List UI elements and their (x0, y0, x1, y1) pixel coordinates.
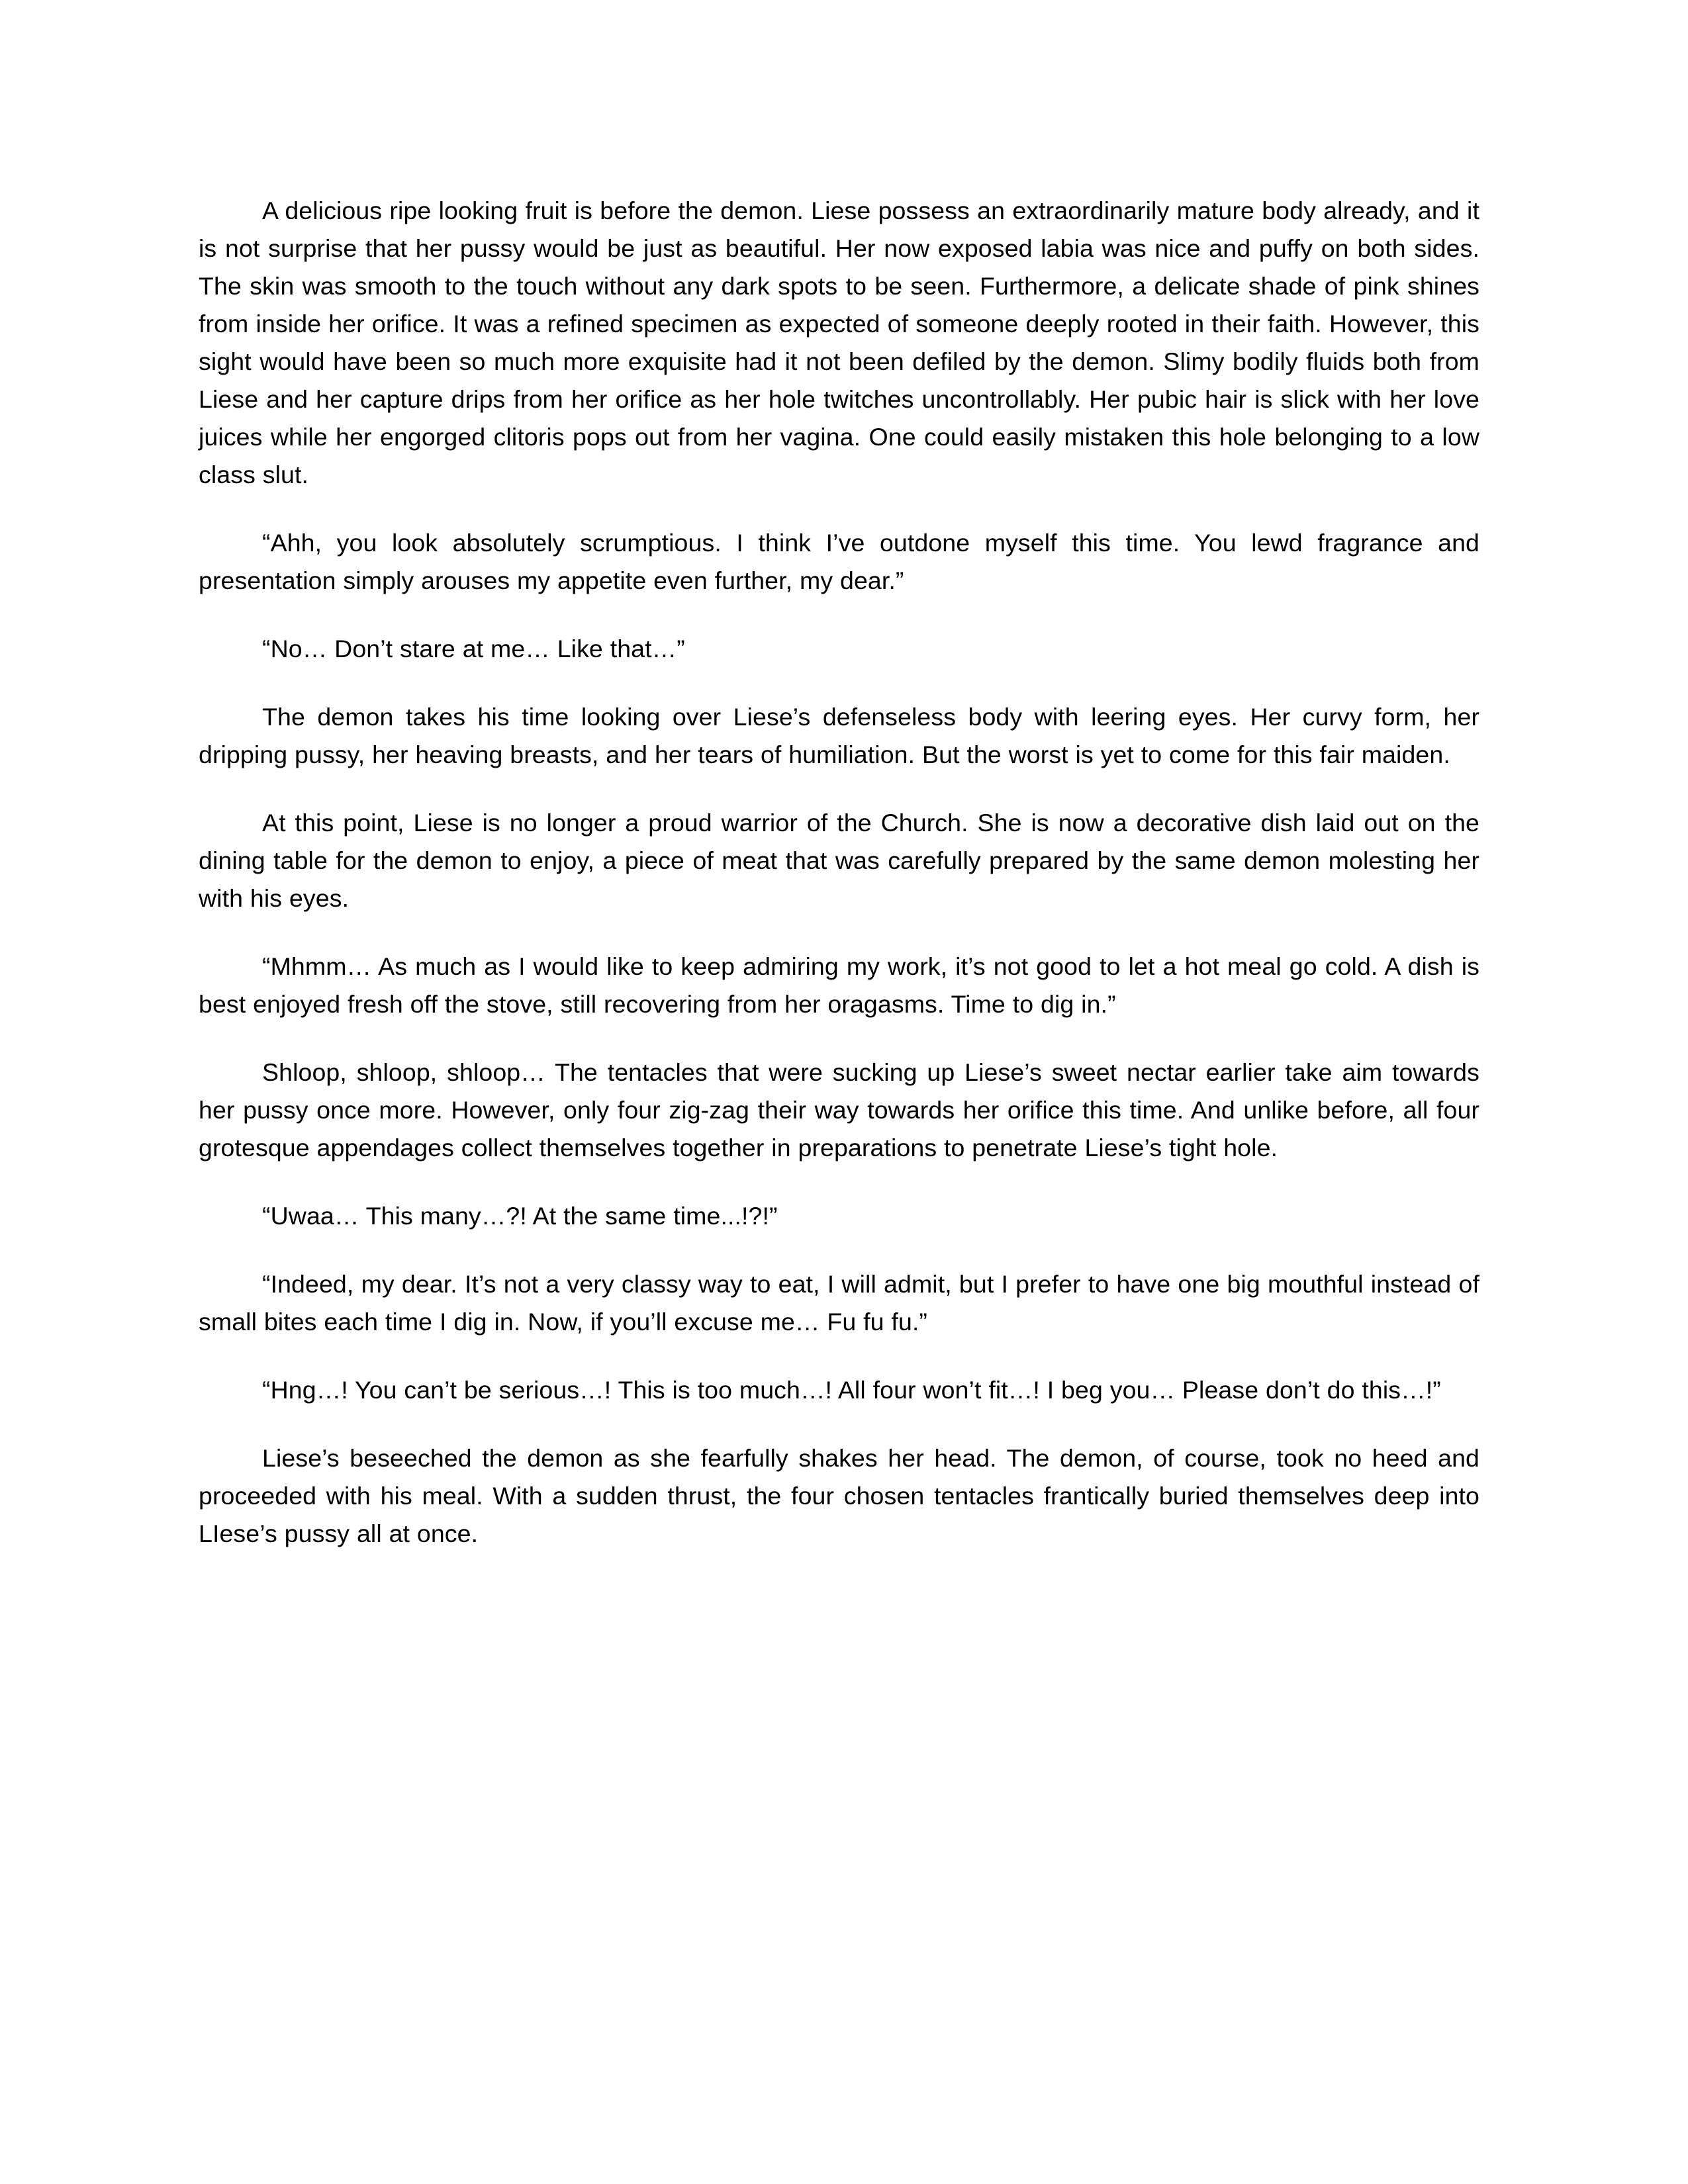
paragraph: “Indeed, my dear. It’s not a very classy way to eat, I will admit, but I prefer to have one big mouthful instead of small bites each time I dig in. Now, if you’ll excuse me… Fu fu fu.” (199, 1270, 1479, 1336)
paragraph: Shloop, shloop, shloop… The tentacles that were sucking up Liese’s sweet nectar earlier take aim towards her pussy once more. However, only four zig-zag their way towards her orifice this time. And unlike before, all four grotesque appendages collect themselves together in preparations to penetrate Liese’s tight hole. (199, 1058, 1479, 1161)
paragraph: “Ahh, you look absolutely scrumptious. I think I’ve outdone myself this time. You lewd fragrance and presentation simply arouses my appetite even further, my dear.” (199, 529, 1479, 594)
paragraph: “Uwaa… This many…?! At the same time...!?!” (262, 1202, 778, 1230)
paragraph: “Mhmm… As much as I would like to keep admiring my work, it’s not good to let a hot meal go cold. A dish is best enjoyed fresh off the stove, still recovering from her oragasms. Time to dig in.” (199, 952, 1479, 1018)
paragraph: A delicious ripe looking fruit is before the demon. Liese possess an extraordinarily mature body already, and it is not surprise that her pussy would be just as beautiful. Her now exposed labia was nice and puffy on both sides. The skin was smooth to the touch without any dark spots to be seen. Furthermore, a delicate shade of pink shines from inside her orifice. It was a refined specimen as expected of someone deeply rooted in their faith. However, this sight would have been so much more exquisite had it not been defiled by the demon. Slimy bodily fluids both from Liese and her capture drips from her orifice as her hole twitches uncontrollably. Her pubic hair is slick with her love juices while her engorged clitoris pops out from her vagina. One could easily mistaken this hole belonging to a low class slut. (199, 197, 1479, 488)
paragraph: “No… Don’t stare at me… Like that…” (262, 635, 685, 662)
paragraph: The demon takes his time looking over Liese’s defenseless body with leering eyes. Her curvy form, her dripping pussy, her heaving breasts, and her tears of humiliation. But the worst is yet to come for this fair maiden. (199, 703, 1479, 768)
paragraph: Liese’s beseeched the demon as she fearfully shakes her head. The demon, of course, took no heed and proceeded with his meal. With a sudden thrust, the four chosen tentacles frantically buried themselves deep into LIese’s pussy all at once. (199, 1444, 1479, 1547)
paragraph: At this point, Liese is no longer a proud warrior of the Church. She is now a decorative dish laid out on the dining table for the demon to enjoy, a piece of meat that was carefully prepared by the same demon molesting her with his eyes. (199, 809, 1479, 912)
paragraph: “Hng…! You can’t be serious…! This is too much…! All four won’t fit…! I beg you… Please don’t do this…!” (262, 1376, 1441, 1404)
document-text-body (199, 192, 1479, 1553)
